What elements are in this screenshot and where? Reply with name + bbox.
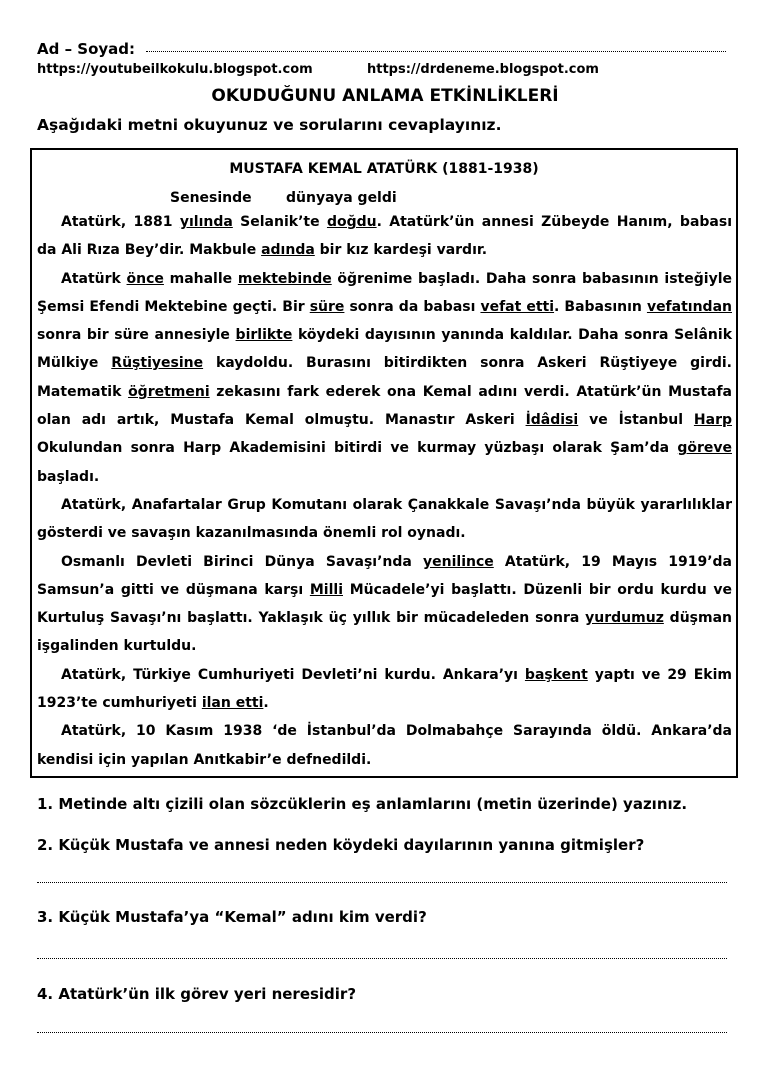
passage-text-segment: başladı. xyxy=(37,468,100,485)
underlined-word: yurdumuz xyxy=(585,610,664,627)
answer-line[interactable] xyxy=(37,1032,727,1033)
underlined-word: başkent xyxy=(524,666,588,683)
passage-title: MUSTAFA KEMAL ATATÜRK (1881-1938) xyxy=(229,161,539,177)
underlined-word: ilan etti xyxy=(201,695,264,712)
passage-text-segment: sonra da babası xyxy=(344,298,481,315)
passage-text-segment: ve İstanbul xyxy=(578,412,694,429)
underlined-word: yenilince xyxy=(423,553,494,570)
underlined-word: Milli xyxy=(309,581,343,598)
passage-text-segment: Atatürk xyxy=(61,270,127,287)
underlined-word: adında xyxy=(261,242,315,259)
passage-text-segment: köydeki dayısının yanında kaldılar. Daha sonra Selânik Mülkiye xyxy=(37,327,733,372)
underlined-word: vefatından xyxy=(646,298,732,315)
answer-line[interactable] xyxy=(37,958,727,959)
page-title: OKUDUĞUNU ANLAMA ETKİNLİKLERİ xyxy=(211,86,559,106)
name-label: Ad – Soyad: xyxy=(37,40,136,58)
underlined-word: yılında xyxy=(179,214,233,230)
passage-text-segment: Atatürk, Türkiye Cumhuriyeti Devleti’ni kurdu. Ankara’yı xyxy=(61,666,525,683)
underlined-word: Harp xyxy=(693,412,732,429)
question: 1. Metinde altı çizili olan sözcüklerin eş anlamlarını (metin üzerinde) yazınız. xyxy=(37,795,688,813)
passage-paragraph xyxy=(37,265,732,491)
name-answer-line[interactable] xyxy=(146,51,726,52)
passage-text-segment: Atatürk, 19 Mayıs 1919’da Samsun’a gitti ve düşmana karşı xyxy=(37,553,733,598)
passage-text-segment: Atatürk, 1881 xyxy=(61,214,180,230)
passage-paragraph xyxy=(37,208,732,265)
passage-text-segment: Okulundan sonra Harp Akademisini bitirdi ve kurmay yüzbaşı olarak Şam’da xyxy=(37,440,678,457)
passage-text-segment: Atatürk, 10 Kasım 1938 ‘de İstanbul’da Dolmabahçe Sarayında öldü. Ankara’da kendisi için yapılan Anıtkabir’e defnedildi. xyxy=(37,723,732,768)
passage-text-segment: bir kız kardeşi vardır. xyxy=(314,242,488,259)
question: 4. Atatürk’ün ilk görev yeri neresidir? xyxy=(37,985,357,1003)
passage-text-segment: kaydoldu. Burasını bitirdikten sonra Askeri Rüştiyeye girdi. Matematik xyxy=(37,355,732,400)
underlined-word: İdâdisi xyxy=(525,412,579,429)
handwritten-hint: Senesinde xyxy=(170,190,252,206)
handwritten-hint: dünyaya geldi xyxy=(286,190,397,206)
url-right: https://drdeneme.blogspot.com xyxy=(367,62,599,77)
passage-text-segment: Mücadele’yi başlattı. Düzenli bir ordu kurdu ve Kurtuluş Savaşı’nı başlattı. Yaklaşık üç yıllık bir mücadeleden sonra xyxy=(37,581,732,627)
passage-text-segment: . xyxy=(263,695,269,712)
passage-text-segment: sonra bir süre annesiyle xyxy=(37,327,236,344)
underlined-word: birlikte xyxy=(235,327,293,344)
passage-text xyxy=(37,208,732,774)
underlined-word: göreve xyxy=(677,440,732,457)
passage-text-segment: Selanik’te xyxy=(232,214,327,230)
passage-text-segment: . Babasının xyxy=(554,298,647,315)
underlined-word: mektebinde xyxy=(237,270,332,287)
instruction: Aşağıdaki metni okuyunuz ve sorularını cevaplayınız. xyxy=(37,116,502,134)
underlined-word: Rüştiyesine xyxy=(111,355,204,372)
passage-text-segment: zekasını fark ederek ona Kemal adını verdi. Atatürk’ün Mustafa olan adı artık, Mustafa Kemal olmuştu. Manastır Askeri xyxy=(37,383,732,429)
underlined-word: önce xyxy=(126,270,164,287)
url-left: https://youtubeilkokulu.blogspot.com xyxy=(37,62,313,77)
passage-paragraph xyxy=(37,717,732,774)
passage-text-segment: Atatürk, Anafartalar Grup Komutanı olarak Çanakkale Savaşı’nda büyük yararlılıklar gösterdi ve savaşın kazanılmasında önemli rol oynadı. xyxy=(37,496,732,542)
answer-line[interactable] xyxy=(37,882,727,883)
passage-paragraph xyxy=(37,661,732,718)
passage-text-segment: . Atatürk’ün annesi Zübeyde Hanım, babası da Ali Rıza Bey’dir. Makbule xyxy=(37,214,733,259)
passage-text-segment: Osmanlı Devleti Birinci Dünya Savaşı’nda xyxy=(61,553,424,570)
passage-text-segment: yaptı ve 29 Ekim 1923’te cumhuriyeti xyxy=(37,666,732,712)
passage-paragraph xyxy=(37,548,732,661)
passage-text-segment: mahalle xyxy=(163,270,238,287)
underlined-word: doğdu xyxy=(326,214,377,230)
passage-text-segment: düşman işgalinden kurtuldu. xyxy=(37,610,732,655)
underlined-word: süre xyxy=(309,298,345,315)
underlined-word: öğretmeni xyxy=(128,383,210,400)
passage-text-segment: öğrenime başladı. Daha sonra babasının isteğiyle Şemsi Efendi Mektebine geçti. Bir xyxy=(37,270,732,315)
passage-paragraph xyxy=(37,491,732,548)
underlined-word: vefat etti xyxy=(480,298,555,315)
question: 2. Küçük Mustafa ve annesi neden köydeki dayılarının yanına gitmişler? xyxy=(37,836,645,854)
question: 3. Küçük Mustafa’ya “Kemal” adını kim verdi? xyxy=(37,908,427,926)
